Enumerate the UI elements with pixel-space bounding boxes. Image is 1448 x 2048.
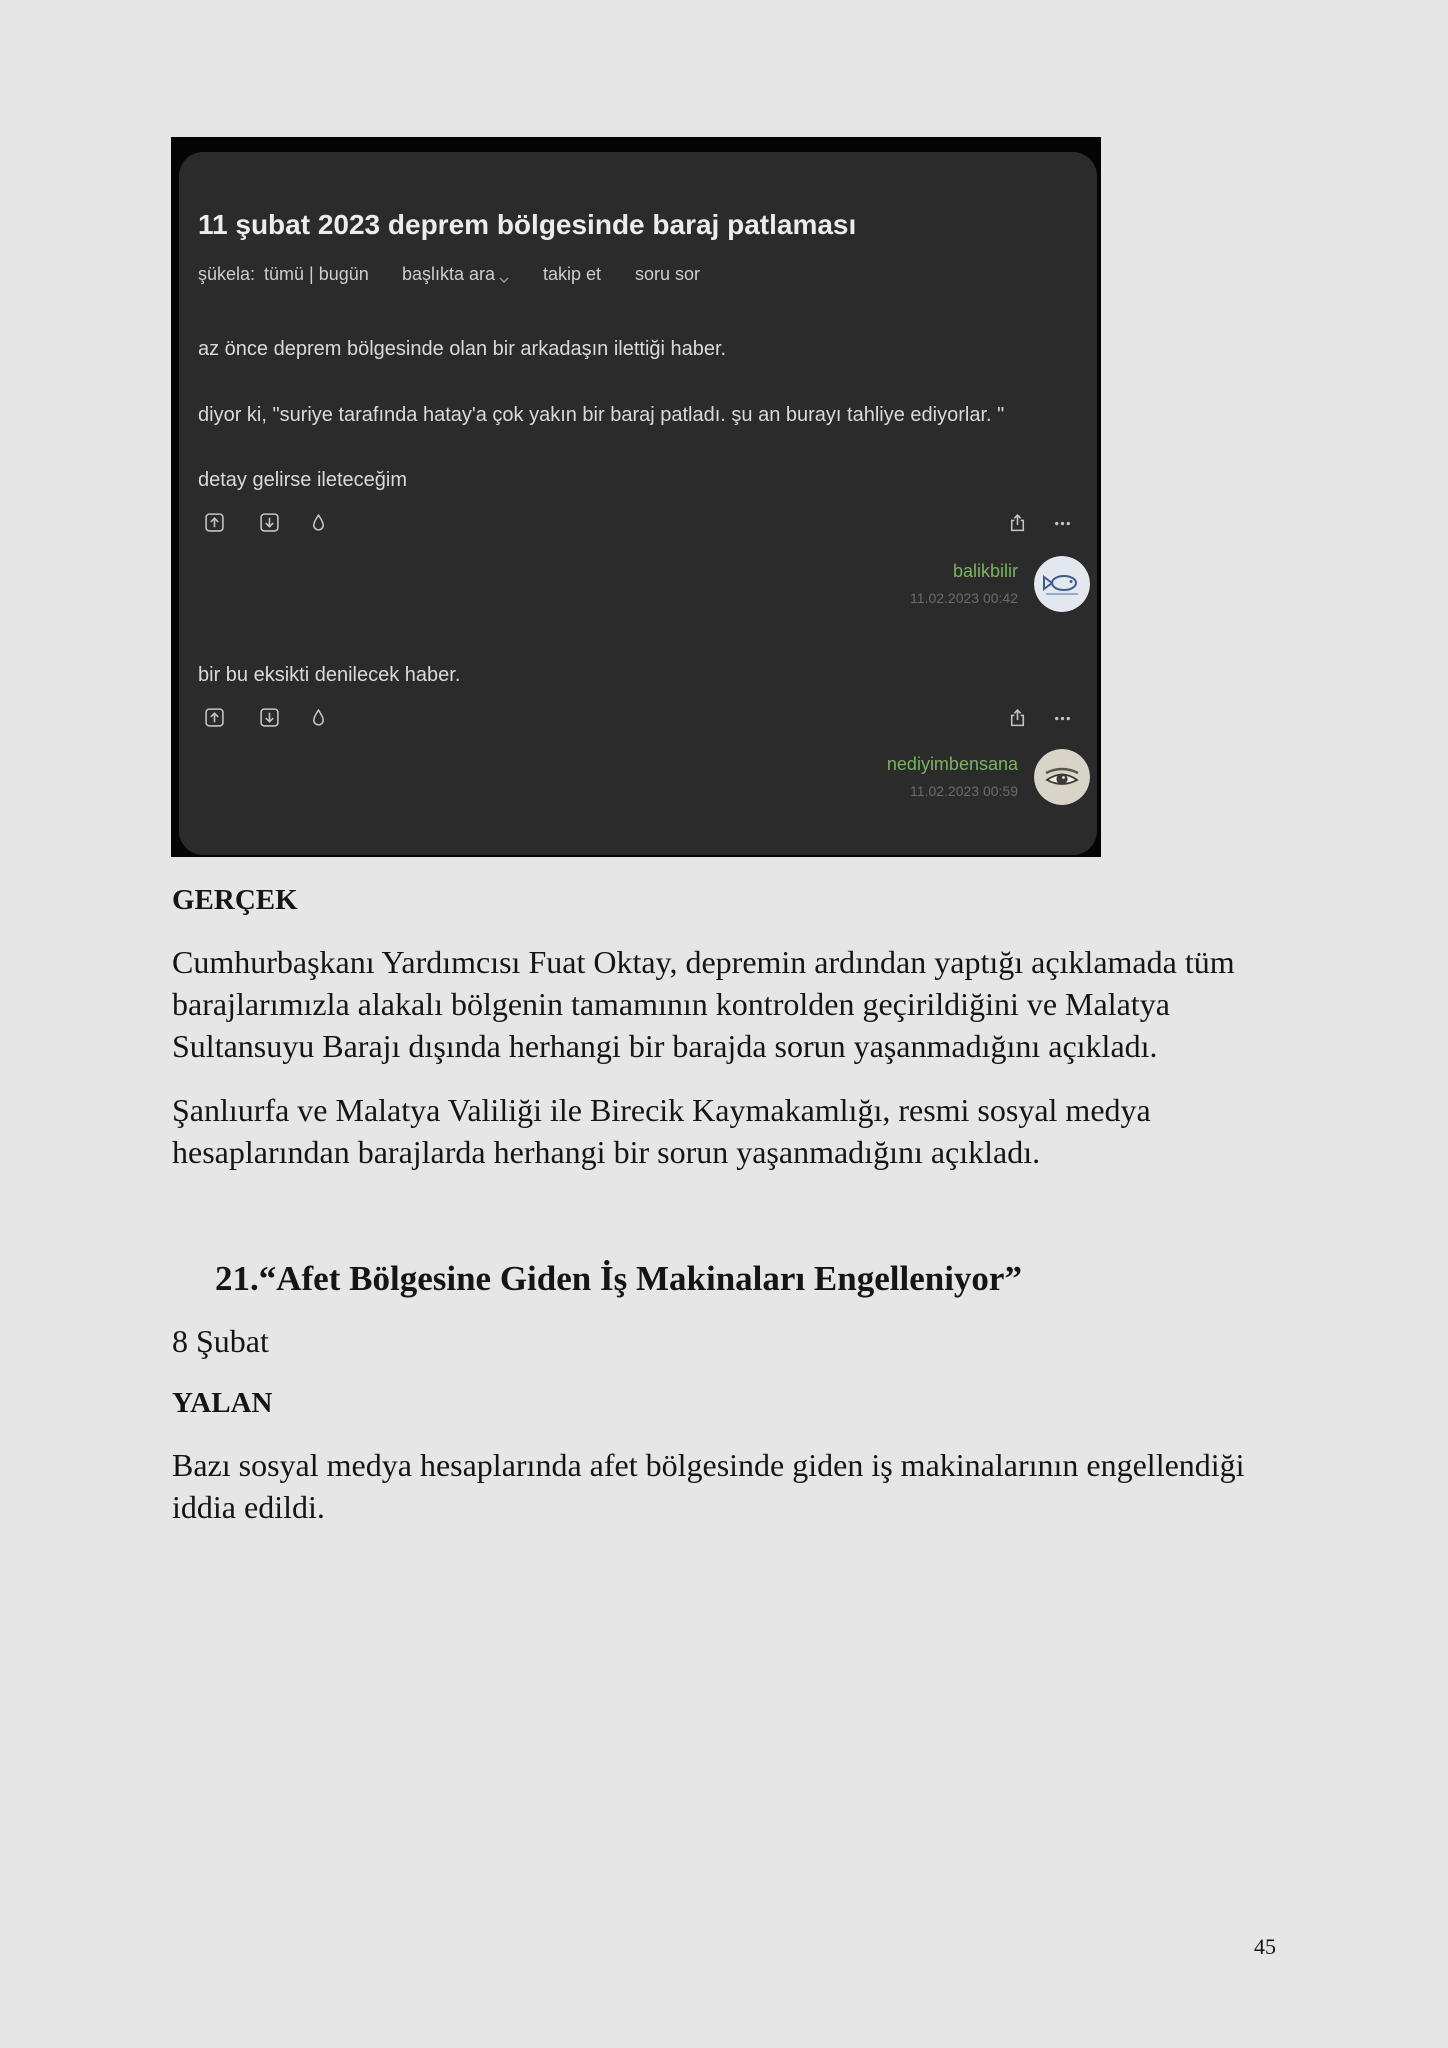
ask-question-button[interactable]: soru sor xyxy=(635,264,701,284)
follow-topic-button[interactable]: takip et xyxy=(543,264,602,284)
entry-text-line: az önce deprem bölgesinde olan bir arkadaşın ilettiği haber. xyxy=(198,338,727,360)
entry-author-link[interactable]: balikbilir xyxy=(952,561,1018,581)
more-options-icon[interactable] xyxy=(1052,707,1073,728)
paragraph-line: iddia edildi. xyxy=(172,1489,325,1525)
fact-paragraph xyxy=(172,941,1235,1067)
entry-author-link[interactable]: nediyimbensana xyxy=(886,754,1018,774)
fact-label: GERÇEK xyxy=(172,884,298,916)
upvote-icon[interactable] xyxy=(204,512,225,533)
topic-title[interactable]: 11 şubat 2023 deprem bölgesinde baraj patlaması xyxy=(198,209,857,240)
chevron-down-icon[interactable] xyxy=(499,271,509,279)
share-icon[interactable] xyxy=(1007,512,1028,533)
item-title: “Afet Bölgesine Giden İş Makinaları Engelleniyor” xyxy=(258,1259,1022,1298)
entry-date[interactable]: 11.02.2023 00:42 xyxy=(910,590,1018,606)
favorite-drop-icon[interactable] xyxy=(308,707,329,728)
item-date: 8 Şubat xyxy=(172,1323,269,1359)
entry-text-line: bir bu eksikti denilecek haber. xyxy=(198,664,461,686)
item-heading xyxy=(215,1255,1022,1303)
item-number: 21. xyxy=(215,1259,259,1298)
more-options-icon[interactable] xyxy=(1052,512,1073,533)
favorite-drop-icon[interactable] xyxy=(308,512,329,533)
downvote-icon[interactable] xyxy=(259,707,280,728)
fish-logo-avatar[interactable] xyxy=(1034,556,1090,612)
share-icon[interactable] xyxy=(1007,707,1028,728)
entry-date[interactable]: 11.02.2023 00:59 xyxy=(910,783,1018,799)
search-in-topic-button[interactable]: başlıkta ara xyxy=(402,264,496,284)
embedded-screenshot xyxy=(171,137,1101,857)
eye-avatar[interactable] xyxy=(1034,749,1090,805)
verdict-label: YALAN xyxy=(172,1387,273,1419)
downvote-icon[interactable] xyxy=(259,512,280,533)
entry-text-line: detay gelirse ileteceğim xyxy=(198,469,407,491)
paragraph-line: Sultansuyu Barajı dışında herhangi bir barajda sorun yaşanmadığını açıkladı. xyxy=(172,1028,1158,1064)
paragraph-line: hesaplarından barajlarda herhangi bir sorun yaşanmadığını açıkladı. xyxy=(172,1134,1041,1170)
paragraph-line: Şanlıurfa ve Malatya Valiliği ile Birecik Kaymakamlığı, resmi sosyal medya xyxy=(172,1092,1151,1128)
sukela-filter-link[interactable]: tümü | bugün xyxy=(264,264,369,284)
paragraph-line: barajlarımızla alakalı bölgenin tamamının kontrolden geçirildiğini ve Malatya xyxy=(172,986,1170,1022)
page-number: 45 xyxy=(1254,1934,1276,1959)
entry-text-line: diyor ki, "suriye tarafında hatay'a çok yakın bir baraj patladı. şu an burayı tahliye ediyorlar. " xyxy=(198,404,1005,426)
fact-paragraph xyxy=(172,1089,1151,1173)
forum-topic-panel xyxy=(179,152,1097,855)
upvote-icon[interactable] xyxy=(204,707,225,728)
item-paragraph xyxy=(172,1444,1245,1528)
paragraph-line: Cumhurbaşkanı Yardımcısı Fuat Oktay, depremin ardından yaptığı açıklamada tüm xyxy=(172,944,1235,980)
sukela-label: şükela: xyxy=(198,264,256,284)
paragraph-line: Bazı sosyal medya hesaplarında afet bölgesinde giden iş makinalarının engellendiği xyxy=(172,1447,1245,1483)
